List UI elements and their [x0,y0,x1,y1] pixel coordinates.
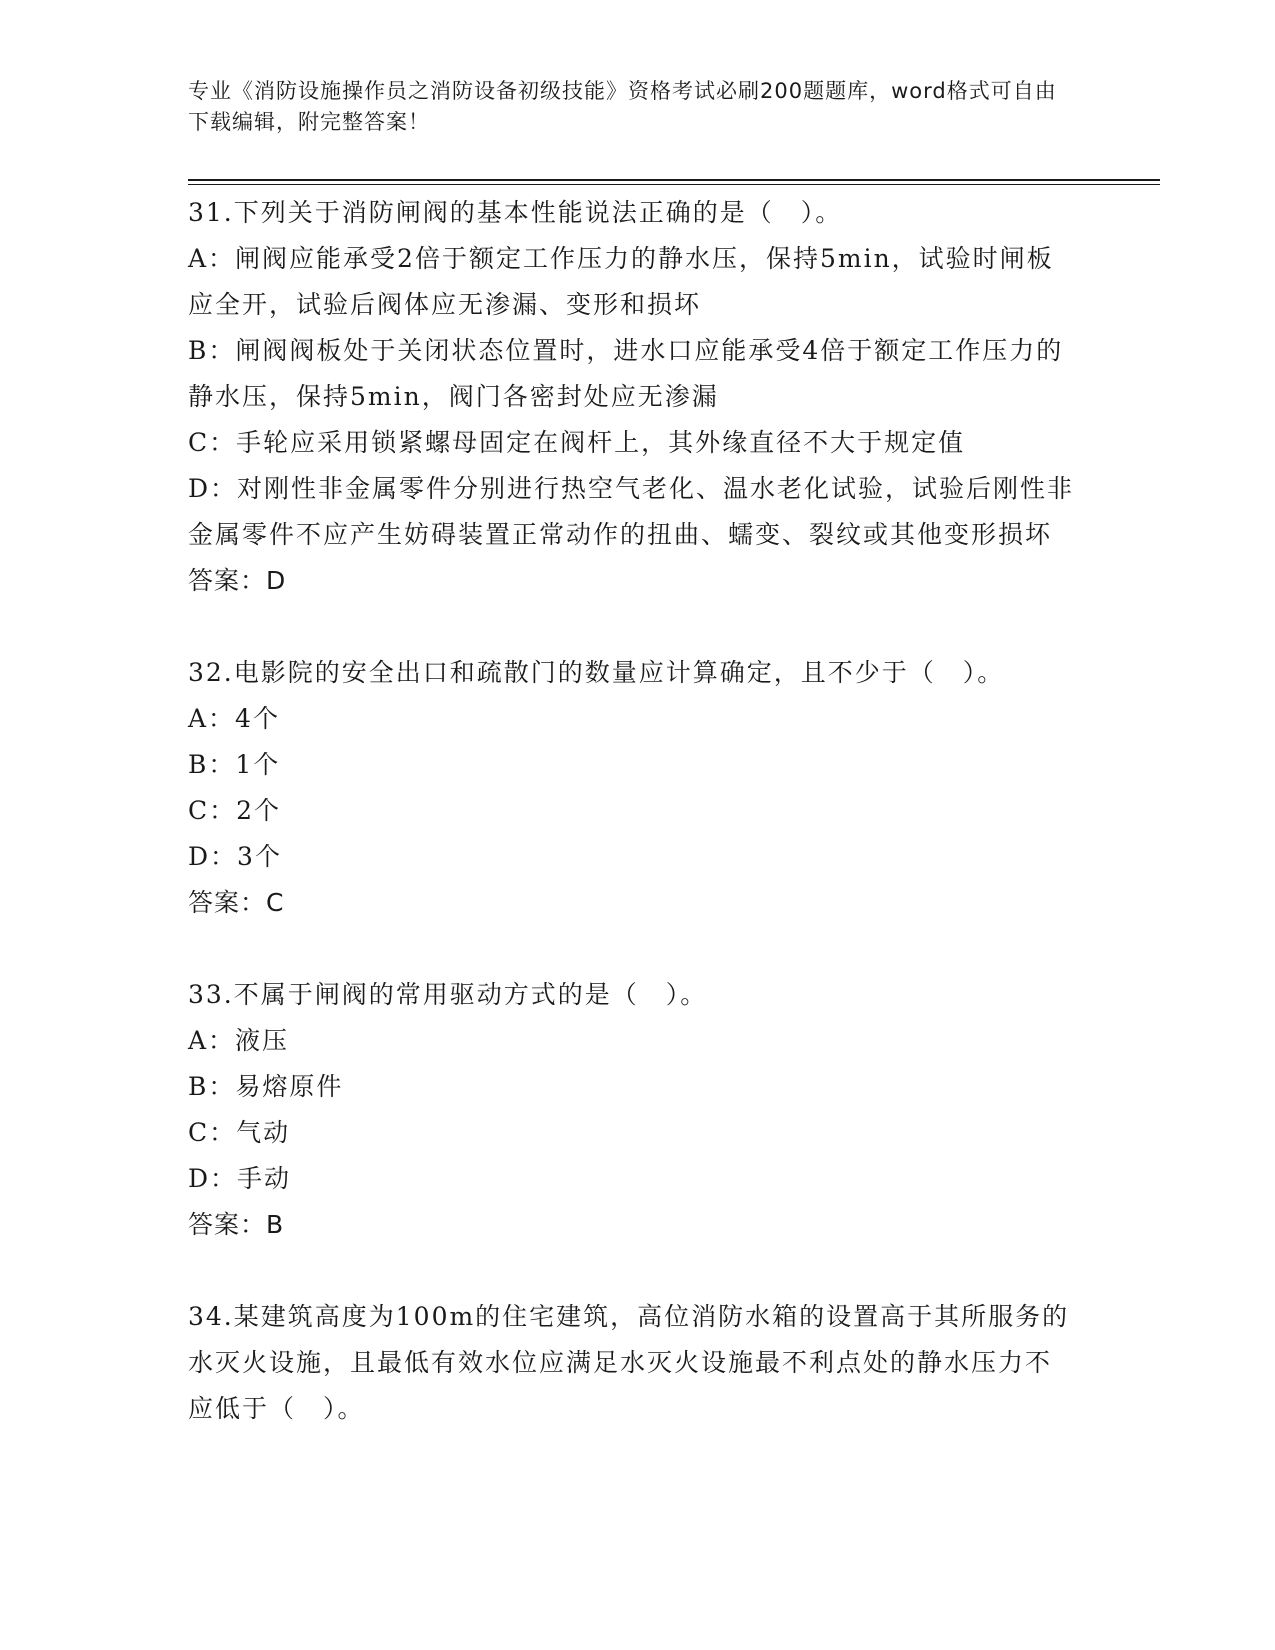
header-divider-thick [188,179,1160,181]
option-b: B：1个 [188,750,281,779]
option-c: C：手轮应采用锁紧螺母固定在阀杆上，其外缘直径不大于规定值 [188,428,966,457]
answer-label: 答案：C [188,888,285,917]
option-d: D：3个 [188,842,282,871]
question-32 [188,650,1078,926]
document-header: 专业《消防设施操作员之消防设备初级技能》资格考试必刷200题题库，word格式可自由下载编辑，附完整答案！ [188,79,1057,134]
question-stem: 33.不属于闸阀的常用驱动方式的是（ ）。 [188,980,708,1009]
question-stem: 32.电影院的安全出口和疏散门的数量应计算确定，且不少于（ ）。 [188,658,1005,687]
question-stem: 34.某建筑高度为100m的住宅建筑，高位消防水箱的设置高于其所服务的水灭火设施，且最低有效水位应满足水灭火设施最不利点处的静水压力不应低于（ ）。 [188,1302,1070,1423]
answer-label: 答案：B [188,1210,285,1239]
question-34 [188,1294,1078,1432]
header-divider-thin [188,184,1160,185]
option-b: B：闸阀阀板处于关闭状态位置时，进水口应能承受4倍于额定工作压力的静水压，保持5min，阀门各密封处应无渗漏 [188,336,1064,411]
option-d: D：对刚性非金属零件分别进行热空气老化、温水老化试验，试验后刚性非金属零件不应产生妨碍装置正常动作的扭曲、蠕变、裂纹或其他变形损坏 [188,474,1075,549]
option-a: A：液压 [188,1026,290,1055]
question-stem: 31.下列关于消防闸阀的基本性能说法正确的是（ ）。 [188,198,843,227]
option-d: D：手动 [188,1164,292,1193]
question-list [188,190,1078,1478]
question-33 [188,972,1078,1248]
option-b: B：易熔原件 [188,1072,344,1101]
question-31 [188,190,1078,604]
answer-label: 答案：D [188,566,287,595]
option-c: C：气动 [188,1118,291,1147]
option-a: A：闸阀应能承受2倍于额定工作压力的静水压，保持5min，试验时闸板应全开，试验后阀体应无渗漏、变形和损坏 [188,244,1054,319]
option-c: C：2个 [188,796,282,825]
option-a: A：4个 [188,704,280,733]
